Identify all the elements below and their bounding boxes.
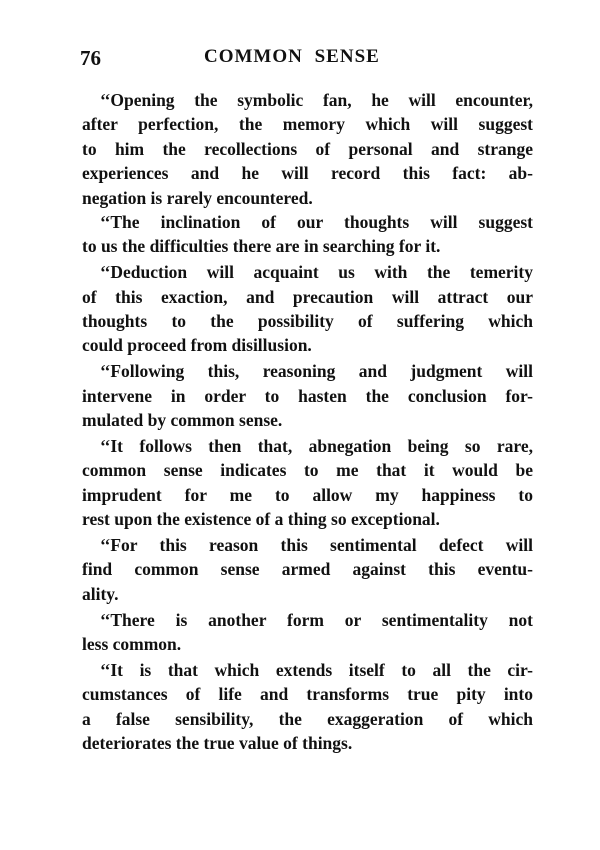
page-body-text bbox=[82, 88, 533, 756]
text-line: negation is rarely encountered. bbox=[82, 187, 313, 208]
text-line: ‘‘It is that which extends itself to all the cir- bbox=[100, 659, 533, 680]
text-line: ality. bbox=[82, 583, 119, 604]
text-line: to him the recollections of personal and strange bbox=[82, 138, 533, 159]
text-line: ‘‘Deduction will acquaint us with the temerity bbox=[100, 262, 533, 283]
running-title: COMMON SENSE bbox=[204, 46, 380, 67]
text-line: deteriorates the true value of things. bbox=[82, 733, 353, 754]
text-line: ‘‘Opening the symbolic fan, he will encounter, bbox=[100, 90, 533, 110]
text-line: of this exaction, and precaution will attract our bbox=[82, 286, 533, 307]
text-line: mulated by common sense. bbox=[82, 410, 283, 431]
text-line: to us the difficulties there are in searching for it. bbox=[82, 236, 441, 257]
text-line: thoughts to the possibility of suffering which bbox=[82, 311, 533, 332]
text-line: a false sensibility, the exaggeration of which bbox=[82, 708, 533, 729]
text-line: ‘‘Following this, reasoning and judgment will bbox=[100, 361, 533, 382]
text-line: experiences and he will record this fact: ab- bbox=[82, 163, 533, 184]
text-line: ‘‘For this reason this sentimental defect will bbox=[100, 535, 533, 556]
text-line: common sense indicates to me that it would be bbox=[82, 460, 533, 481]
text-line: find common sense armed against this eventu- bbox=[82, 559, 533, 580]
text-line: after perfection, the memory which will suggest bbox=[82, 114, 533, 135]
text-line: ‘‘It follows then that, abnegation being so rare, bbox=[100, 435, 533, 456]
text-line: ‘‘The inclination of our thoughts will suggest bbox=[100, 211, 533, 232]
text-line: imprudent for me to allow my happiness to bbox=[82, 484, 533, 505]
page-number: 76 bbox=[80, 46, 101, 70]
text-line: rest upon the existence of a thing so exceptional. bbox=[82, 509, 440, 530]
text-line: could proceed from disillusion. bbox=[82, 335, 312, 356]
running-header bbox=[80, 46, 532, 72]
text-line: intervene in order to hasten the conclusion for- bbox=[82, 385, 533, 406]
text-line: less common. bbox=[82, 634, 182, 655]
text-line: cumstances of life and transforms true pity into bbox=[82, 684, 533, 705]
text-line: ‘‘There is another form or sentimentality not bbox=[100, 609, 533, 630]
